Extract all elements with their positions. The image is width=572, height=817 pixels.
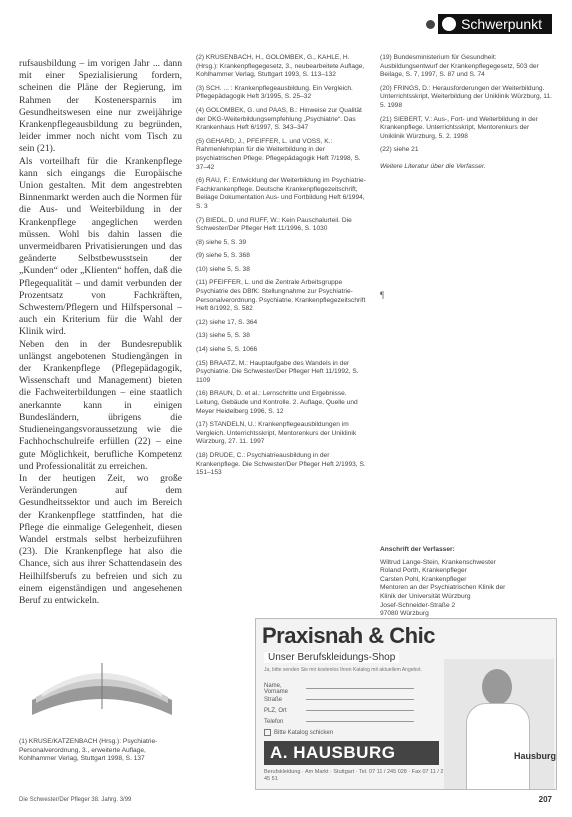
checkbox-icon [264,729,271,736]
literature-note: Weitere Literatur über die Verfasser. [380,162,486,170]
reference-item: (9) siehe 5, S. 368 [196,252,250,260]
reference-item: (16) BRAUN, D. et al.: Lernschritte und Ergebnisse. Leitung, Gebäude und Kontrolle. 2. Auflage, Quelle und Meyer Heidelberg 1996, S. 12 [196,390,358,415]
address-line: Mentoren an der Psychiatrischen Klinik der [380,584,506,592]
reference-item: (17) STANDELN, U.: Krankenpflegeausbildungen im Vergleich. Unterrichtsskript, Mentorenkurs der Uniklinik Würzburg, 27. 11. 1997 [196,421,357,446]
reference-item: (22) siehe 21 [380,146,419,154]
advertisement[interactable] [255,618,557,790]
field-label: Straße [264,696,283,703]
reference-item: (19) Bundesministerium für Gesundheit: Ausbildungsentwurf der Krankenpflegegesetz, 503 der Beilage, S. 7, 1997, S. 87 und S. 74 [380,54,539,79]
author-address [380,546,554,619]
ad-url[interactable]: Unser Berufskleidungs-Shop [264,652,399,663]
reference-item: (20) FRINGS, D.: Herausforderungen der Weiterbildung. Unterrichtsskript, Weiterbildung der Uniklinik Würzburg, 11. 5. 1998 [380,84,552,109]
ad-field-city[interactable] [264,707,414,714]
circle-icon [442,17,456,31]
paragraph: Als vorteilhaft für die Krankenpflege kann sich eingangs die Europäische Union gestalten. Mit dem angestrebten Binnenmarkt werden auch die Normen für die Aus- und Weiterbildung in der Krankenpflege angeglichen werden müssen. Wohl bis dahin lassen die unvermeidbaren Privatisierungen und das geänderte Selbstbewusstsein der „Kunden“ oder „Klienten“ hoffen, daß die Pflegequalität – und damit verbunden der Prozentsatz von Fachkräften, Schwestern/Pflegern und Hilfspersonal – auch ein Kriterium für die Wahl der Klinik wird. [19,155,182,338]
section-label-box [438,14,552,34]
field-line [306,699,414,700]
reference-item: (2) KRUSENBACH, H., GOLOMBEK, G., KAHLE, H. (Hrsg.): Krankenpflegegesetz, 3., neubearbeitete Auflage, Kohlhammer Verlag, Stuttgart 1993, S. 113–132 [196,54,365,79]
address-line: Wiltrud Lange-Stein, Krankenschwester [380,558,496,566]
references-column-3 [380,54,554,177]
address-title: Anschrift der Verfasser: [380,546,455,553]
address-line: Carsten Pohl, Krankenpfleger [380,575,467,583]
reference-item: (4) GOLOMBEK, G. und PAAS, B.: Hinweise zur Qualität der DKG-Weiterbildungsempfehlung „Psychiatrie“. Das Krankenhaus Heft 6/1997, S. 343–347 [196,106,362,132]
ad-photo [444,659,557,789]
decorative-mark: ¶ [380,290,385,300]
ad-description: Ja, bitte senden Sie mir kostenlos Ihren Katalog mit aktuellem Angebot. [264,667,422,673]
reference-item: (21) SIEBERT, V.: Aus-, Fort- und Weiterbildung in der Krankenpflege. Unterrichtsskript, Mentorenkurs der Uniklinik Würzburg, 5. 2. 1998 [380,115,538,140]
person-head [482,669,512,705]
body-text-column [19,58,182,607]
references-column-2 [196,54,370,483]
reference-item: (3) SCH. ... : Krankenpflegeausbildung. Ein Vergleich. Pflegepädagogik Heft 3/1995, S. 25–32 [196,84,353,101]
ad-brand: A. HAUSBURG [264,741,439,765]
checkbox-label: Bitte Katalog schicken [274,730,334,737]
field-label: Telefon [264,718,284,725]
field-line [306,721,414,722]
ad-logo: Hausburg [514,751,557,761]
paragraph: In der heutigen Zeit, wo große Veränderungen auf dem Gesundheitssektor und auch im Bereich der Krankenpflege stattfinden, hat die Pflege die einmalige Gelegenheit, diesen Wandel erstmals selbst herbeizuführen (23). Die Krankenpflege hat also die Chance, sich aus ihrer Schattendasein des Heilhilfsberufs zu befreien und sich zu einem eigenständigen und angesehenen Beruf zu entwickeln. [19,472,182,606]
ad-contact: Berufskleidung · Am Markt · Stuttgart · Tel. 07 11 / 245 028 · Fax 07 11 / 2 45 51 [264,769,444,782]
reference-item: (14) siehe 5, S. 1066 [196,346,258,354]
ad-checkbox[interactable] [264,729,333,736]
field-label: PLZ, Ort [264,707,287,714]
book-illustration [22,645,182,725]
bullet-icon [426,20,435,29]
ad-title: Praxisnah & Chic [262,623,435,648]
address-line: Klinik der Universität Würzburg [380,592,471,600]
reference-item: (10) siehe 5, S. 38 [196,265,250,273]
bottom-reference: (1) KRUSE/KATZENBACH (Hrsg.): Psychiatrie-Personalverordnung, 3., erweiterte Auflage, Kohlhammer Verlag, Stuttgart 1998, S. 137 [19,738,158,763]
reference-item: (7) BIEDL, D. und RUFF, W.: Kein Pauschalurteil. Die Schwester/Der Pfleger Heft 11/1996, S. 1030 [196,216,352,233]
address-line: 97080 Würzburg [380,610,429,618]
section-title: Schwerpunkt [461,16,542,32]
reference-item: (15) BRAATZ, M.: Hauptaufgabe des Wandels in der Psychiatrie. Die Schwester/Der Pfleger Heft 11/1992, S. 1109 [196,359,359,384]
footer-journal: Die Schwester/Der Pfleger 38. Jahrg. 3/99 [19,797,132,803]
reference-item: (6) RAU, F.: Entwicklung der Weiterbildung im Psychiatrie-Fachkrankenpflege. Deutsche Krankenpflegezeitschrift, Beilage Dokumentation Aus- und Fortbildung Heft 6/1994, S. 3 [196,177,366,210]
reference-item: (8) siehe 5, S. 39 [196,238,247,246]
section-header [426,13,552,35]
reference-item: (18) DRUDE, C.: Psychiatrieausbildung in der Krankenpflege. Die Schwester/Der Pfleger Heft 2/1993, S. 151–153 [196,451,366,477]
ad-field-phone[interactable] [264,718,414,725]
reference-item: (5) GEHARD, J., PFEIFFER, L. und VOSS, K.: Rahmenlehrplan für die Weiterbildung in der psychiatrischen Pflege. Pflegepädagogik Heft 7/1998, S. 37–42 [196,137,361,171]
person-body [466,703,530,790]
address-line: Josef-Schneider-Straße 2 [380,601,456,609]
ad-field-street[interactable] [264,696,414,703]
field-line [306,688,414,689]
ad-field-name[interactable] [264,682,414,695]
reference-item: (13) siehe 5, S. 38 [196,332,250,340]
paragraph: rufsausbildung – im vorigen Jahr ... dann mit einer Spezialisierung fordern, scheinen die Pläne der Regierung, im Rahmen der Kostenersparnis im Gesundheitswesen eine nur zweijährige Krankenpflegeausbildung zu begründen, leider immer noch nicht vom Tisch zu sein (21). [19,58,182,155]
paragraph: Neben den in der Bundesrepublik unlängst angebotenen Studiengängen in der Krankenpflege (Pflegepädagogik, Wissenschaft und Management) bieten die Fachweiterbildungen – eine staatlich anerkannte kann in einigen Bundesländern, übrigens die Studieneingangsvoraussetzung wie die Fachhochschulreife erfüllen (22) – eine gute Möglichkeit, berufliche Kompetenz und Professionalität zu erreichen. [19,338,182,472]
field-line [306,710,414,711]
field-label: Name, Vorname [264,682,289,695]
page-number: 207 [538,795,552,804]
reference-item: (11) PFEIFFER, L. und die Zentrale Arbeitsgruppe Psychiatrie des DBfK: Stellungnahme zur Psychiatrie-Personalverordnung. Psychiatrie. Krankenpflegezeitschrift Heft 8/1992, S. 582 [196,279,366,313]
address-line: Roland Porth, Krankenpfleger [380,567,467,575]
reference-item: (12) siehe 17, S. 364 [196,318,258,326]
